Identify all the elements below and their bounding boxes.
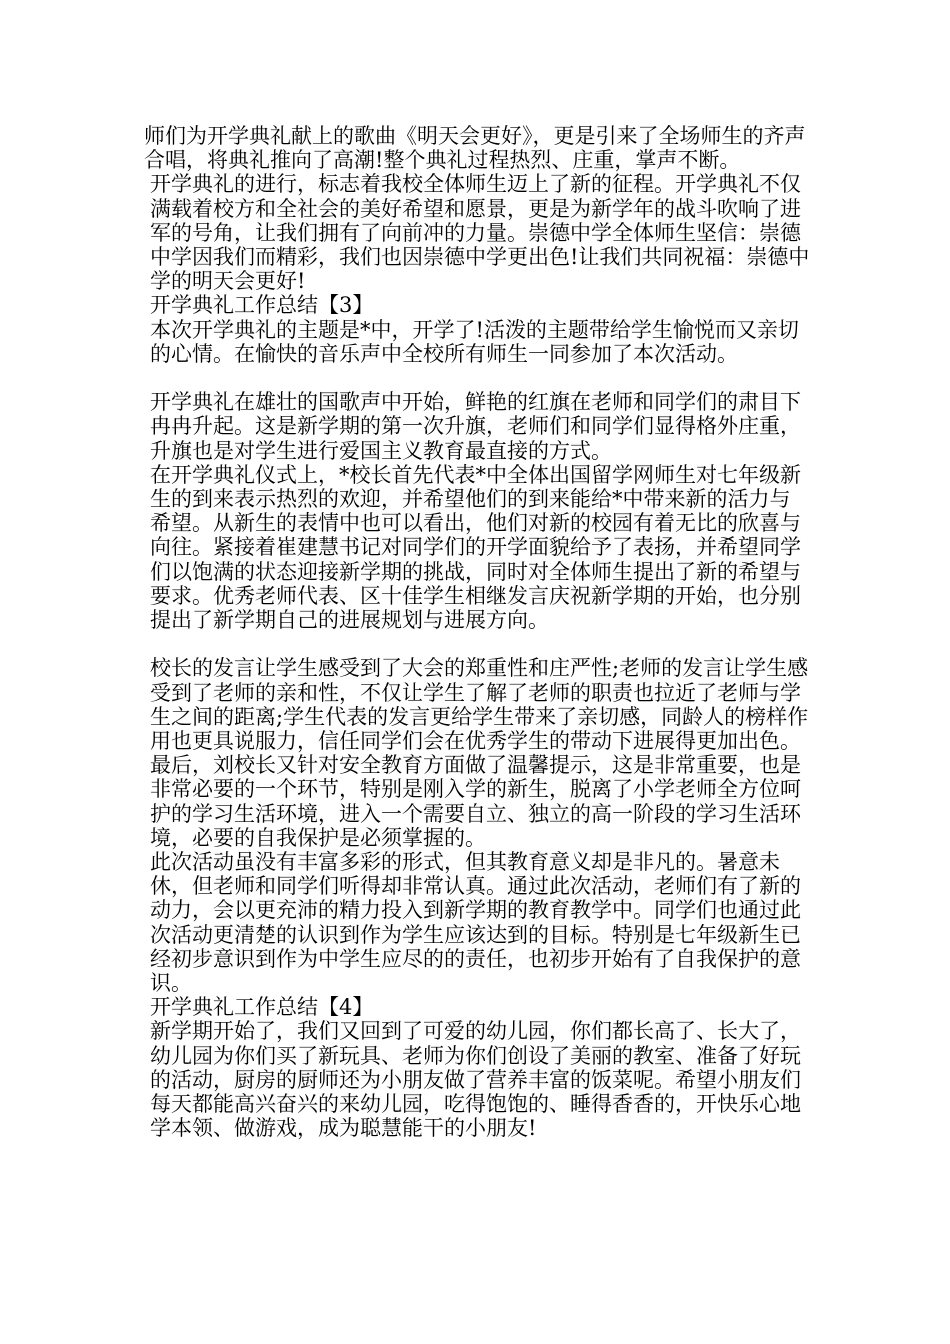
blank-line — [144, 366, 810, 390]
paragraph: 师们为开学典礼献上的歌曲《明天会更好》，更是引来了全场师生的齐声合唱，将典礼推向了高潮!整个典礼过程热烈、庄重，掌声不断。 — [144, 124, 806, 173]
paragraph: 最后，刘校长又针对安全教育方面做了温馨提示，这是非常重要，也是非常必要的一个环节，特别是刚入学的新生，脱离了小学老师全方位呵护的学习生活环境，进入一个需要自立、独立的高一阶段的学习生活环境，必要的自我保护是必须掌握的。 — [150, 753, 801, 850]
blank-line — [144, 632, 810, 656]
paragraph: 开学典礼在雄壮的国歌声中开始，鲜艳的红旗在老师和同学们的肃目下冉冉升起。这是新学期的第一次升旗，老师们和同学们显得格外庄重，升旗也是对学生进行爱国主义教育最直接的方式。 — [150, 390, 801, 463]
paragraph: 在开学典礼仪式上，*校长首先代表*中全体出国留学网师生对七年级新生的到来表示热烈的欢迎，并希望他们的到来能给*中带来新的活力与希望。从新生的表情中也可以看出，他们对新的校园有着无比的欣喜与向往。紧接着崔建慧书记对同学们的开学面貌给予了表扬，并希望同学们以饱满的状态迎接新学期的挑战，同时对全体师生提出了新的希望与要求。优秀老师代表、区十佳学生相继发言庆祝新学期的开始，也分别提出了新学期自己的进展规划与进展方向。 — [150, 462, 801, 633]
paragraph: 新学期开始了，我们又回到了可爱的幼儿园，你们都长高了、长大了，幼儿园为你们买了新玩具、老师为你们创设了美丽的教室、准备了好玩的活动，厨房的厨师还为小朋友做了营养丰富的饭菜呢。希望小朋友们每天都能高兴奋兴的来幼儿园，吃得饱饱的、睡得香香的，开快乐心地学本领、做游戏，成为聪慧能干的小朋友! — [150, 1019, 801, 1141]
section-heading: 开学典礼工作总结【3】 — [150, 293, 374, 318]
document-body — [144, 124, 810, 1141]
paragraph: 校长的发言让学生感受到了大会的郑重性和庄严性;老师的发言让学生感受到了老师的亲和性，不仅让学生了解了老师的职责也拉近了老师与学生之间的距离;学生代表的发言更给学生带来了亲切感，同龄人的榜样作用也更具说服力，信任同学们会在优秀学生的带动下进展得更加出色。 — [150, 656, 809, 754]
paragraph: 此次活动虽没有丰富多彩的形式，但其教育意义却是非凡的。暑意未休，但老师和同学们听得却非常认真。通过此次活动，老师们有了新的动力，会以更充沛的精力投入到新学期的教育教学中。同学们也通过此次活动更清楚的认识到作为学生应该达到的目标。特别是七年级新生已经初步意识到作为中学生应尽的的责任，也初步开始有了自我保护的意识。 — [150, 850, 801, 996]
section-heading: 开学典礼工作总结【4】 — [150, 995, 374, 1020]
paragraph: 开学典礼的进行，标志着我校全体师生迈上了新的征程。开学典礼不仅满载着校方和全社会的美好希望和愿景，更是为新学年的战斗吹响了进军的号角，让我们拥有了向前冲的力量。崇德中学全体师生坚信：崇德中学因我们而精彩，我们也因崇德中学更出色!让我们共同祝福：崇德中学的明天会更好! — [150, 172, 810, 294]
paragraph: 本次开学典礼的主题是*中，开学了!活泼的主题带给学生愉悦而又亲切的心情。在愉快的音乐声中全校所有师生一同参加了本次活动。 — [150, 317, 799, 366]
